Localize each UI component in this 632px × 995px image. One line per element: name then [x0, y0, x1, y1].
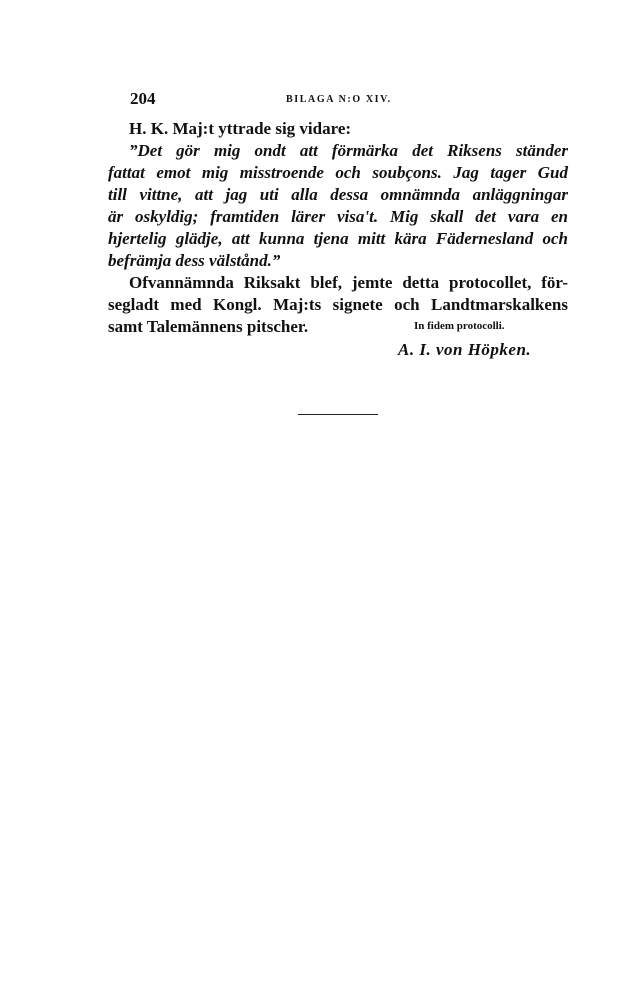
quote-line: befrämja dess välstånd.”: [108, 251, 281, 270]
quote-line: är oskyldig; framtiden lärer visa't. Mig skall det vara en: [108, 207, 568, 226]
paragraph-line: segladt med Kongl. Maj:ts signete och Landtmarskalkens: [108, 295, 568, 314]
quote-line: ”Det gör mig ondt att förmärka det Riksens ständer: [129, 141, 568, 160]
page-number: 204: [130, 89, 156, 108]
signer-name: A. I. von Höpken.: [398, 340, 532, 359]
running-head: BILAGA N:O XIV.: [286, 94, 392, 105]
quote-line: till vittne, att jag uti alla dessa omnämnda anläggningar: [108, 185, 568, 204]
paragraph-line: samt Talemännens pitscher.: [108, 317, 309, 336]
paragraph-line: Ofvannämnda Riksakt blef, jemte detta protocollet, för-: [129, 273, 568, 292]
page-header: [130, 89, 570, 111]
section-divider: [298, 414, 378, 415]
quote-line: fattat emot mig misstroende och soubçons. Jag tager Gud: [108, 163, 568, 182]
attestation-line: In fidem protocolli.: [414, 320, 505, 332]
body-text: [108, 118, 568, 338]
quote-line: hjertelig glädje, att kunna tjena mitt kära Fädernesland och: [108, 229, 568, 248]
paragraph-line: H. K. Maj:t yttrade sig vidare:: [129, 119, 352, 138]
